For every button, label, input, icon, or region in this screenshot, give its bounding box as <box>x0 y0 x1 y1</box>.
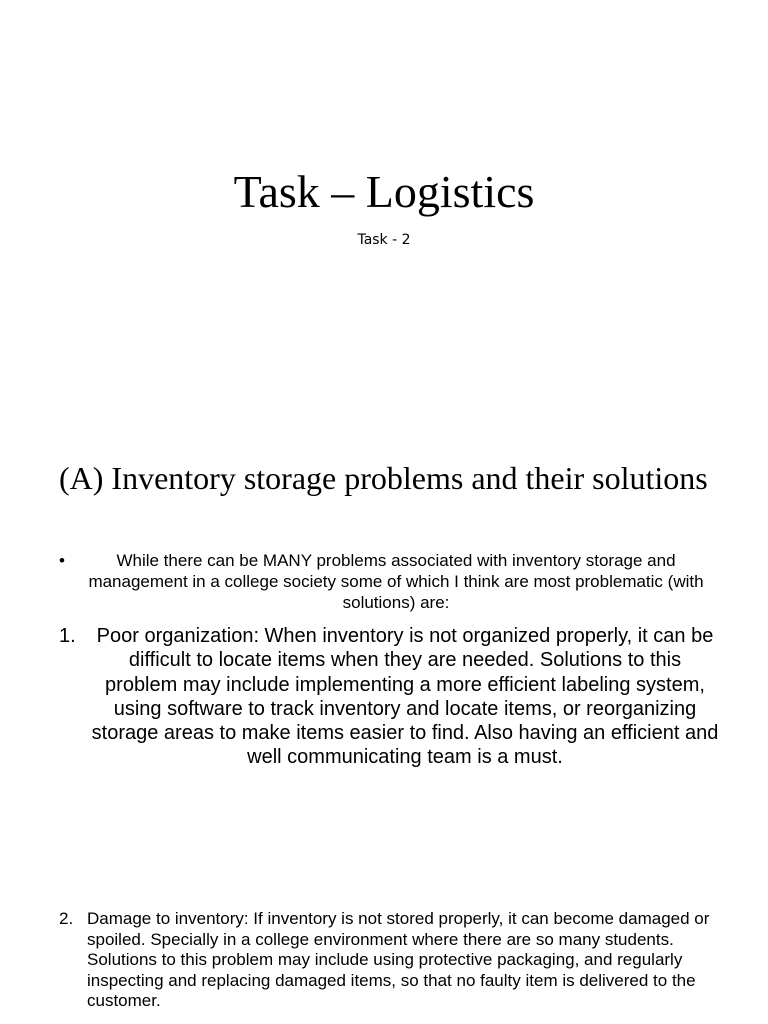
slide-subtitle: Task - 2 <box>357 232 411 248</box>
list-number: 2. <box>59 909 74 928</box>
list-item-text: Damage to inventory: If inventory is not stored properly, it can become damaged or spoiled. Specially in a college environment where there are so many students. Solutions to this problem may include using protective packaging, and regularly inspecting and replacing damaged items, so that no faulty item is delivered to the customer. <box>87 909 710 1011</box>
list-item-damage-to-inventory <box>59 909 719 1012</box>
slide-title: Task – Logistics <box>233 166 535 217</box>
list-item-text: Poor organization: When inventory is not organized properly, it can be difficult to locate items when they are needed. Solutions to this problem may include implementing a more efficient labeling system, using software to track inventory and locate items, or reorganizing storage areas to make items easier to find. Also having an efficient and well communicating team is a must. <box>91 625 719 769</box>
intro-text: While there can be MANY problems associated with inventory storage and management in a college society some of which I think are most problematic (with solutions) are: <box>88 551 704 612</box>
section-heading: (A) Inventory storage problems and their solutions <box>59 460 708 496</box>
intro-paragraph <box>59 550 719 613</box>
list-number: 1. <box>59 625 76 647</box>
list-item-poor-organization <box>59 624 719 770</box>
bullet-mark: • <box>59 551 65 570</box>
